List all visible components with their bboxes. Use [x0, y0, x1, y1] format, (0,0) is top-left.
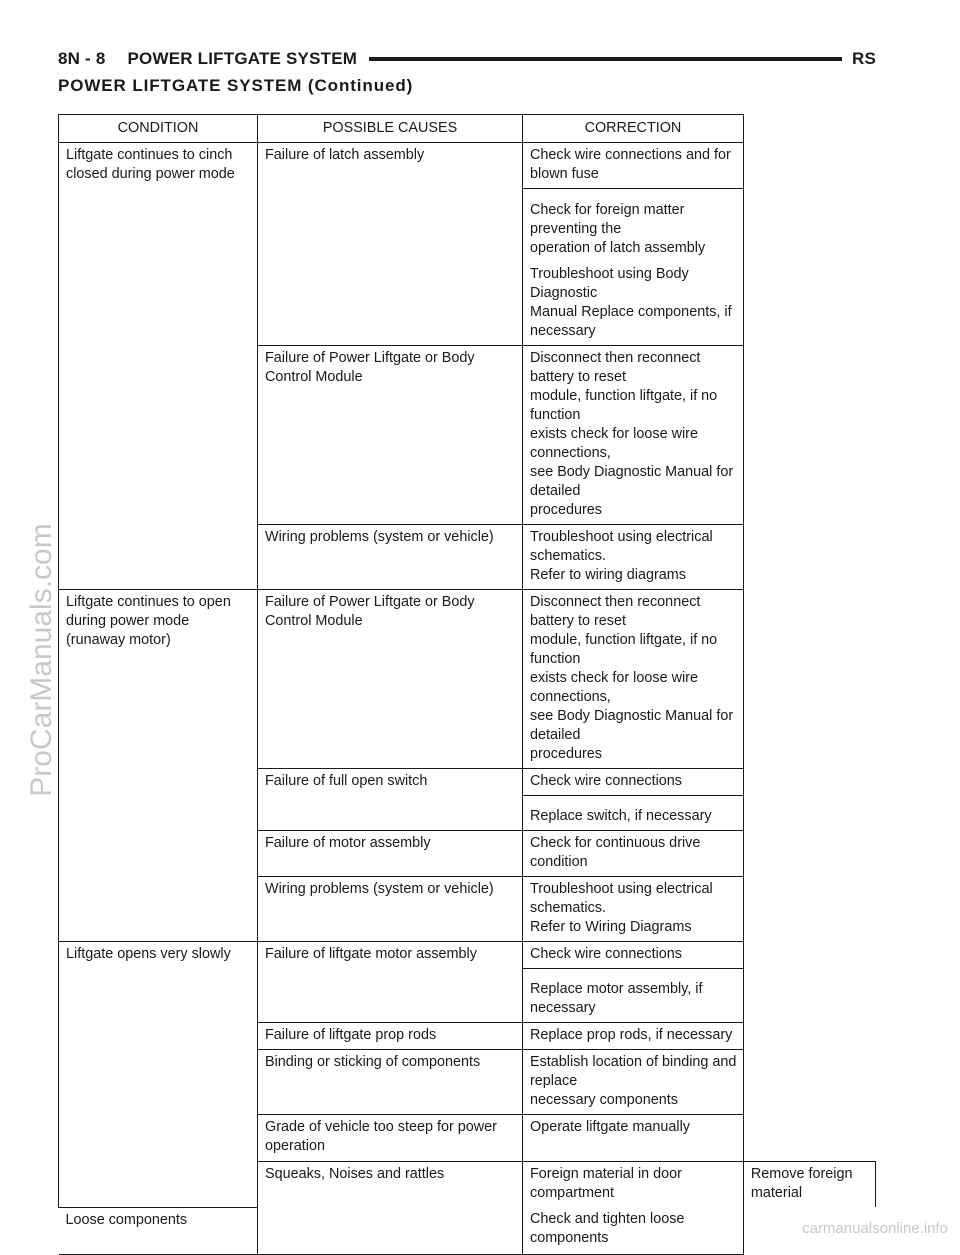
- correction-cell: Establish location of binding and replace necessary components: [523, 1050, 744, 1115]
- page-header: [58, 44, 876, 74]
- table-row: [59, 942, 876, 969]
- cause-cell: Foreign material in door compartment: [523, 1162, 744, 1208]
- cause-cell: Loose components: [59, 1207, 258, 1255]
- correction-cell: Check wire connections: [523, 942, 744, 969]
- condition-cell: Liftgate opens very slowly: [59, 942, 258, 1208]
- table-header-row: [59, 115, 876, 143]
- condition-cell: Liftgate continues to open during power mode (runaway motor): [59, 590, 258, 942]
- correction-cell: Replace prop rods, if necessary: [523, 1023, 744, 1050]
- cause-cell: Failure of Power Liftgate or Body Control Module: [258, 590, 523, 769]
- continued-title: POWER LIFTGATE SYSTEM (Continued): [58, 76, 414, 95]
- correction-cell: Check wire connections and for blown fuse: [523, 143, 744, 189]
- cause-cell: Failure of liftgate motor assembly: [258, 942, 523, 1023]
- correction-cell: Troubleshoot using Body Diagnostic Manual Replace components, if necessary: [523, 260, 744, 346]
- page-number: 8N - 8: [58, 49, 106, 68]
- correction-cell: Troubleshoot using electrical schematics. Refer to wiring diagrams: [523, 525, 744, 590]
- cause-cell: Grade of vehicle too steep for power operation: [258, 1115, 523, 1162]
- correction-cell: Disconnect then reconnect battery to reset module, function liftgate, if no function exists check for loose wire connections, see Body Diagnostic Manual for detailed procedures: [523, 590, 744, 769]
- vehicle-code: RS: [851, 49, 876, 68]
- condition-cell: Squeaks, Noises and rattles: [258, 1162, 523, 1255]
- correction-cell: Replace switch, if necessary: [523, 796, 744, 831]
- cause-cell: Failure of motor assembly: [258, 831, 523, 877]
- cause-cell: Failure of liftgate prop rods: [258, 1023, 523, 1050]
- footer-watermark: carmanualsonline.info: [802, 1220, 948, 1237]
- correction-cell: Check for continuous drive condition: [523, 831, 744, 877]
- correction-cell: Remove foreign material: [743, 1162, 875, 1208]
- condition-cell: Liftgate continues to cinch closed during power mode: [59, 143, 258, 590]
- cause-cell: Failure of Power Liftgate or Body Control Module: [258, 346, 523, 525]
- correction-cell: Replace motor assembly, if necessary: [523, 969, 744, 1023]
- header-rule: [369, 57, 842, 61]
- correction-cell: Operate liftgate manually: [523, 1115, 744, 1162]
- section-title: POWER LIFTGATE SYSTEM: [127, 49, 358, 68]
- correction-cell: Check for foreign matter preventing the operation of latch assembly: [523, 189, 744, 261]
- side-watermark: ProCarManuals.com: [25, 523, 58, 797]
- table-row: [59, 143, 876, 189]
- cause-cell: Wiring problems (system or vehicle): [258, 877, 523, 942]
- correction-cell: Troubleshoot using electrical schematics. Refer to Wiring Diagrams: [523, 877, 744, 942]
- cause-cell: Failure of latch assembly: [258, 143, 523, 346]
- column-header-correction: CORRECTION: [523, 115, 744, 143]
- correction-cell: Disconnect then reconnect battery to reset module, function liftgate, if no function exists check for loose wire connections, see Body Diagnostic Manual for detailed procedures: [523, 346, 744, 525]
- correction-cell: Check wire connections: [523, 769, 744, 796]
- cause-cell: Binding or sticking of components: [258, 1050, 523, 1115]
- column-header-condition: CONDITION: [59, 115, 258, 143]
- cause-cell: Failure of full open switch: [258, 769, 523, 831]
- cause-cell: Wiring problems (system or vehicle): [258, 525, 523, 590]
- table-row: [59, 590, 876, 769]
- diagnosis-table: [58, 114, 876, 1255]
- column-header-causes: POSSIBLE CAUSES: [258, 115, 523, 143]
- correction-cell: Check and tighten loose components: [523, 1207, 744, 1255]
